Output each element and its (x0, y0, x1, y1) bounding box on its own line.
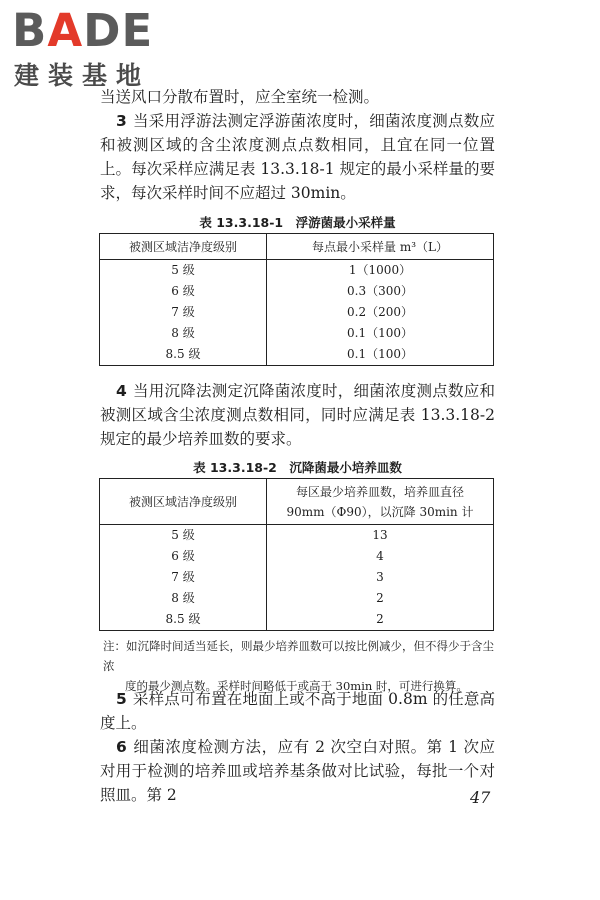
note-line-2: 度的最少测点数。采样时间略低于或高于 30min 时，可进行换算。 (125, 679, 468, 693)
table-row (100, 260, 494, 282)
table-2-cell-dishes: 2 (376, 591, 384, 605)
table-1-header-level: 被测区域洁净度级别 (100, 234, 267, 260)
table-1-cell-level: 8 级 (100, 323, 267, 344)
table-2 (99, 478, 494, 631)
table-row (100, 302, 494, 323)
table-1-caption: 表 13.3.18-1 浮游菌最小采样量 (199, 215, 396, 230)
table-2-cell-dishes: 2 (376, 612, 384, 626)
table-2-header-level: 被测区域洁净度级别 (100, 479, 267, 525)
table-1-cell-level: 7 级 (100, 302, 267, 323)
table-row (100, 588, 494, 609)
table-row (100, 567, 494, 588)
table-2-header-dishes-line1: 每区最少培养皿数，培养皿直径 (295, 484, 464, 499)
paragraph-6: 6 细菌浓度检测方法，应有 2 次空白对照。第 1 次应对用于检测的培养皿或培养基条做对比试验，每批一个对照皿。第 2 (100, 738, 495, 804)
table-2-cell-level: 8.5 级 (100, 609, 267, 631)
paragraph-3: 3 当采用浮游法测定浮游菌浓度时，细菌浓度测点数应和被测区域的含尘浓度测点点数相同，且宜在同一位置上。每次采样应满足表 13.3.18-1 规定的最小采样量的要求，每次采样时间不应超过 30min。 (100, 112, 495, 202)
table-1-cell-volume: 0.3（300） (347, 284, 413, 298)
table-2-header-dishes (267, 479, 494, 525)
table-row (100, 344, 494, 366)
table-row (100, 323, 494, 344)
table-2-caption: 表 13.3.18-2 沉降菌最小培养皿数 (193, 460, 402, 475)
table-1-cell-level: 5 级 (100, 260, 267, 282)
table-1-cell-volume: 0.1（100） (347, 347, 413, 361)
table-2-cell-level: 8 级 (100, 588, 267, 609)
table-1-cell-volume: 1（1000） (348, 263, 412, 277)
paragraph-4: 4 当用沉降法测定沉降菌浓度时，细菌浓度测点数应和被测区域含尘浓度测点数相同，同时应满足表 13.3.18-2 规定的最少培养皿数的要求。 (100, 382, 495, 448)
table-1 (99, 233, 494, 366)
table-1-cell-volume: 0.1（100） (347, 326, 413, 340)
table-2-cell-level: 5 级 (100, 525, 267, 547)
logo-wordmark: BADE (12, 4, 154, 57)
page-number: 47 (470, 788, 491, 807)
top-line: 当送风口分散布置时，应全室统一检测。 (100, 88, 380, 106)
logo (12, 6, 187, 96)
table-row (100, 609, 494, 631)
table-1-header-volume: 每点最小采样量 m³（L） (267, 234, 494, 260)
note-line-1: 注：如沉降时间适当延长，则最少培养皿数可以按比例减少，但不得少于含尘浓 (103, 639, 494, 673)
table-row (100, 281, 494, 302)
table-row (100, 546, 494, 567)
paragraph-5: 5 采样点可布置在地面上或不高于地面 0.8m 的任意高度上。 (100, 690, 495, 732)
logo-subtitle: 建装基地 (14, 61, 151, 90)
table-2-cell-dishes: 13 (372, 528, 388, 542)
table-2-cell-level: 7 级 (100, 567, 267, 588)
table-1-cell-level: 8.5 级 (100, 344, 267, 366)
table-2-cell-dishes: 3 (376, 570, 384, 584)
table-2-cell-level: 6 级 (100, 546, 267, 567)
table-1-cell-volume: 0.2（200） (347, 305, 413, 319)
table-2-cell-dishes: 4 (376, 549, 384, 563)
table-1-cell-level: 6 级 (100, 281, 267, 302)
table-row (100, 525, 494, 547)
table-2-header-dishes-line2: 90mm（Φ90），以沉降 30min 计 (286, 504, 474, 519)
